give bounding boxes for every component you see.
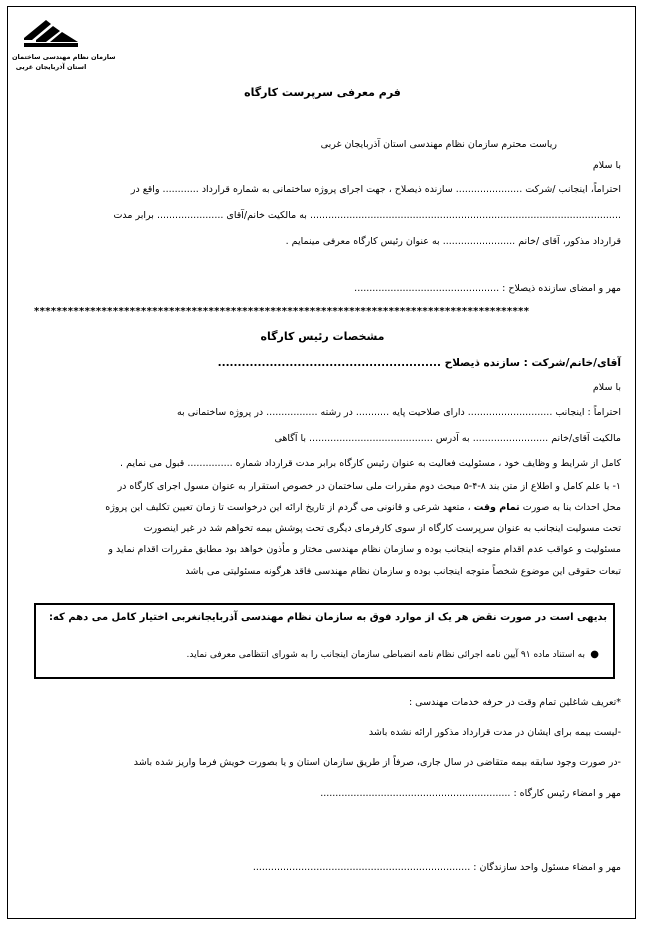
- bullet-icon: ●: [590, 649, 599, 660]
- greeting: با سلام: [592, 160, 621, 171]
- separator-stars: ****************************************************************************************: [34, 306, 530, 317]
- notice-heading: بدیهی است در صورت نقض هر یک از موارد فوق به سازمان نظام مهندسی آذربایجانغربی اختیار کامل می دهم که:: [48, 612, 607, 623]
- item1-line2-pre: محل احداث بنا به صورت: [522, 502, 621, 513]
- builder-signature: مهر و امضای سازنده ذیصلاح : ................................................: [354, 283, 621, 294]
- item1-line4: مسئولیت و عواقب عدم اقدام متوجه اینجانب بوده و سازمان نظام مهندسی مختار و مأذون خواهد بود مطابق مقررات اقدام نماید و: [108, 544, 621, 555]
- logo-province: استان آذربایجان غربی: [15, 63, 87, 71]
- notice-bullet: به استناد ماده ۹۱ آیین نامه اجرائی نظام نامه انضباطی سازمان اینجانب را به شورای انتظامی معرفی نماید.: [186, 650, 585, 660]
- definitions-item2: -در صورت وجود سابقه بیمه متقاضی در سال جاری، صرفاً از طریق سازمان استان و یا بصورت خویش فرما واریز شده باشد: [133, 757, 621, 768]
- para1-line2: ....................................................................................................... به مالکیت خانم/آقای ...................... برابر مدت: [113, 210, 621, 221]
- section2-line2: مالکیت آقای/خانم ......................... به آدرس ......................................... با آگاهی: [274, 433, 621, 444]
- section2-line1: احتراماً : اینجانب ............................ دارای صلاحیت پایه ........... در رشته ................. در پروژه ساختمانی به: [176, 407, 621, 418]
- logo: [12, 16, 116, 71]
- supervisor-signature: مهر و امضاء رئیس کارگاه : ...............................................................: [320, 788, 621, 799]
- section2-heading: آقای/خانم/شرکت : سازنده ذیصلاح ........................................................: [217, 357, 621, 369]
- item1-line2-post: ، متعهد شرعی و قانونی می گردم از تاریخ ارائه این درخواست تا زمان تعیین تکلیف این پروژه: [105, 502, 471, 513]
- form-title: فرم معرفی سرپرست کارگاه: [244, 86, 401, 99]
- full-time-emphasis: تمام وقت: [473, 502, 520, 513]
- item1-line2: [105, 502, 621, 513]
- para1-line3: قرارداد مذکور، آقای /خانم ........................ به عنوان رئیس کارگاه معرفی مینمایم .: [285, 236, 621, 247]
- section2-greeting: با سلام: [592, 382, 621, 393]
- org-logo-icon: [22, 16, 80, 50]
- logo-org-name: سازمان نظام مهندسی ساختمان: [12, 53, 116, 61]
- item1-line3: تحت مسولیت اینجانب به عنوان سرپرست کارگاه از سوی کارفرمای دیگری تحت پوشش بیمه تخواهم شد در غیر اینصورت: [143, 523, 621, 534]
- para1-line1: احتراماً، اینجانب /شرکت ...................... سازنده ذیصلاح ، جهت اجرای پروژه ساختمانی به شماره قرارداد ............ واقع در: [130, 184, 621, 195]
- definitions-item1: -لیست بیمه برای ایشان در مدت قرارداد مذکور ارائه نشده باشد: [368, 727, 621, 738]
- section-title: مشخصات رئیس کارگاه: [260, 330, 385, 343]
- item1-line5: تبعات حقوقی این موضوع شخصاً متوجه اینجانب بوده و سازمان نظام مهندسی فاقد هرگونه مسئولیتی می باشد: [185, 566, 621, 577]
- definitions-title: *تعریف شاغلین تمام وقت در حرفه خدمات مهندسی :: [408, 697, 621, 708]
- item1-line1: ۱- با علم کامل و اطلاع از متن بند ۸-۴-۵ مبحث دوم مقررات ملی ساختمان در خصوص استقرار به عنوان مسول اجرای کارگاه در: [117, 481, 621, 492]
- section2-line3: کامل از شرایط و وظایف خود ، مسئولیت فعالیت به عنوان رئیس کارگاه برابر مدت قرارداد شماره ............... قبول می نمایم .: [120, 458, 621, 469]
- unit-manager-signature: مهر و امضاء مسئول واحد سازندگان : ........................................................................: [252, 862, 621, 873]
- addressee: ریاست محترم سازمان نظام مهندسی استان آذربایجان غربی: [320, 139, 557, 150]
